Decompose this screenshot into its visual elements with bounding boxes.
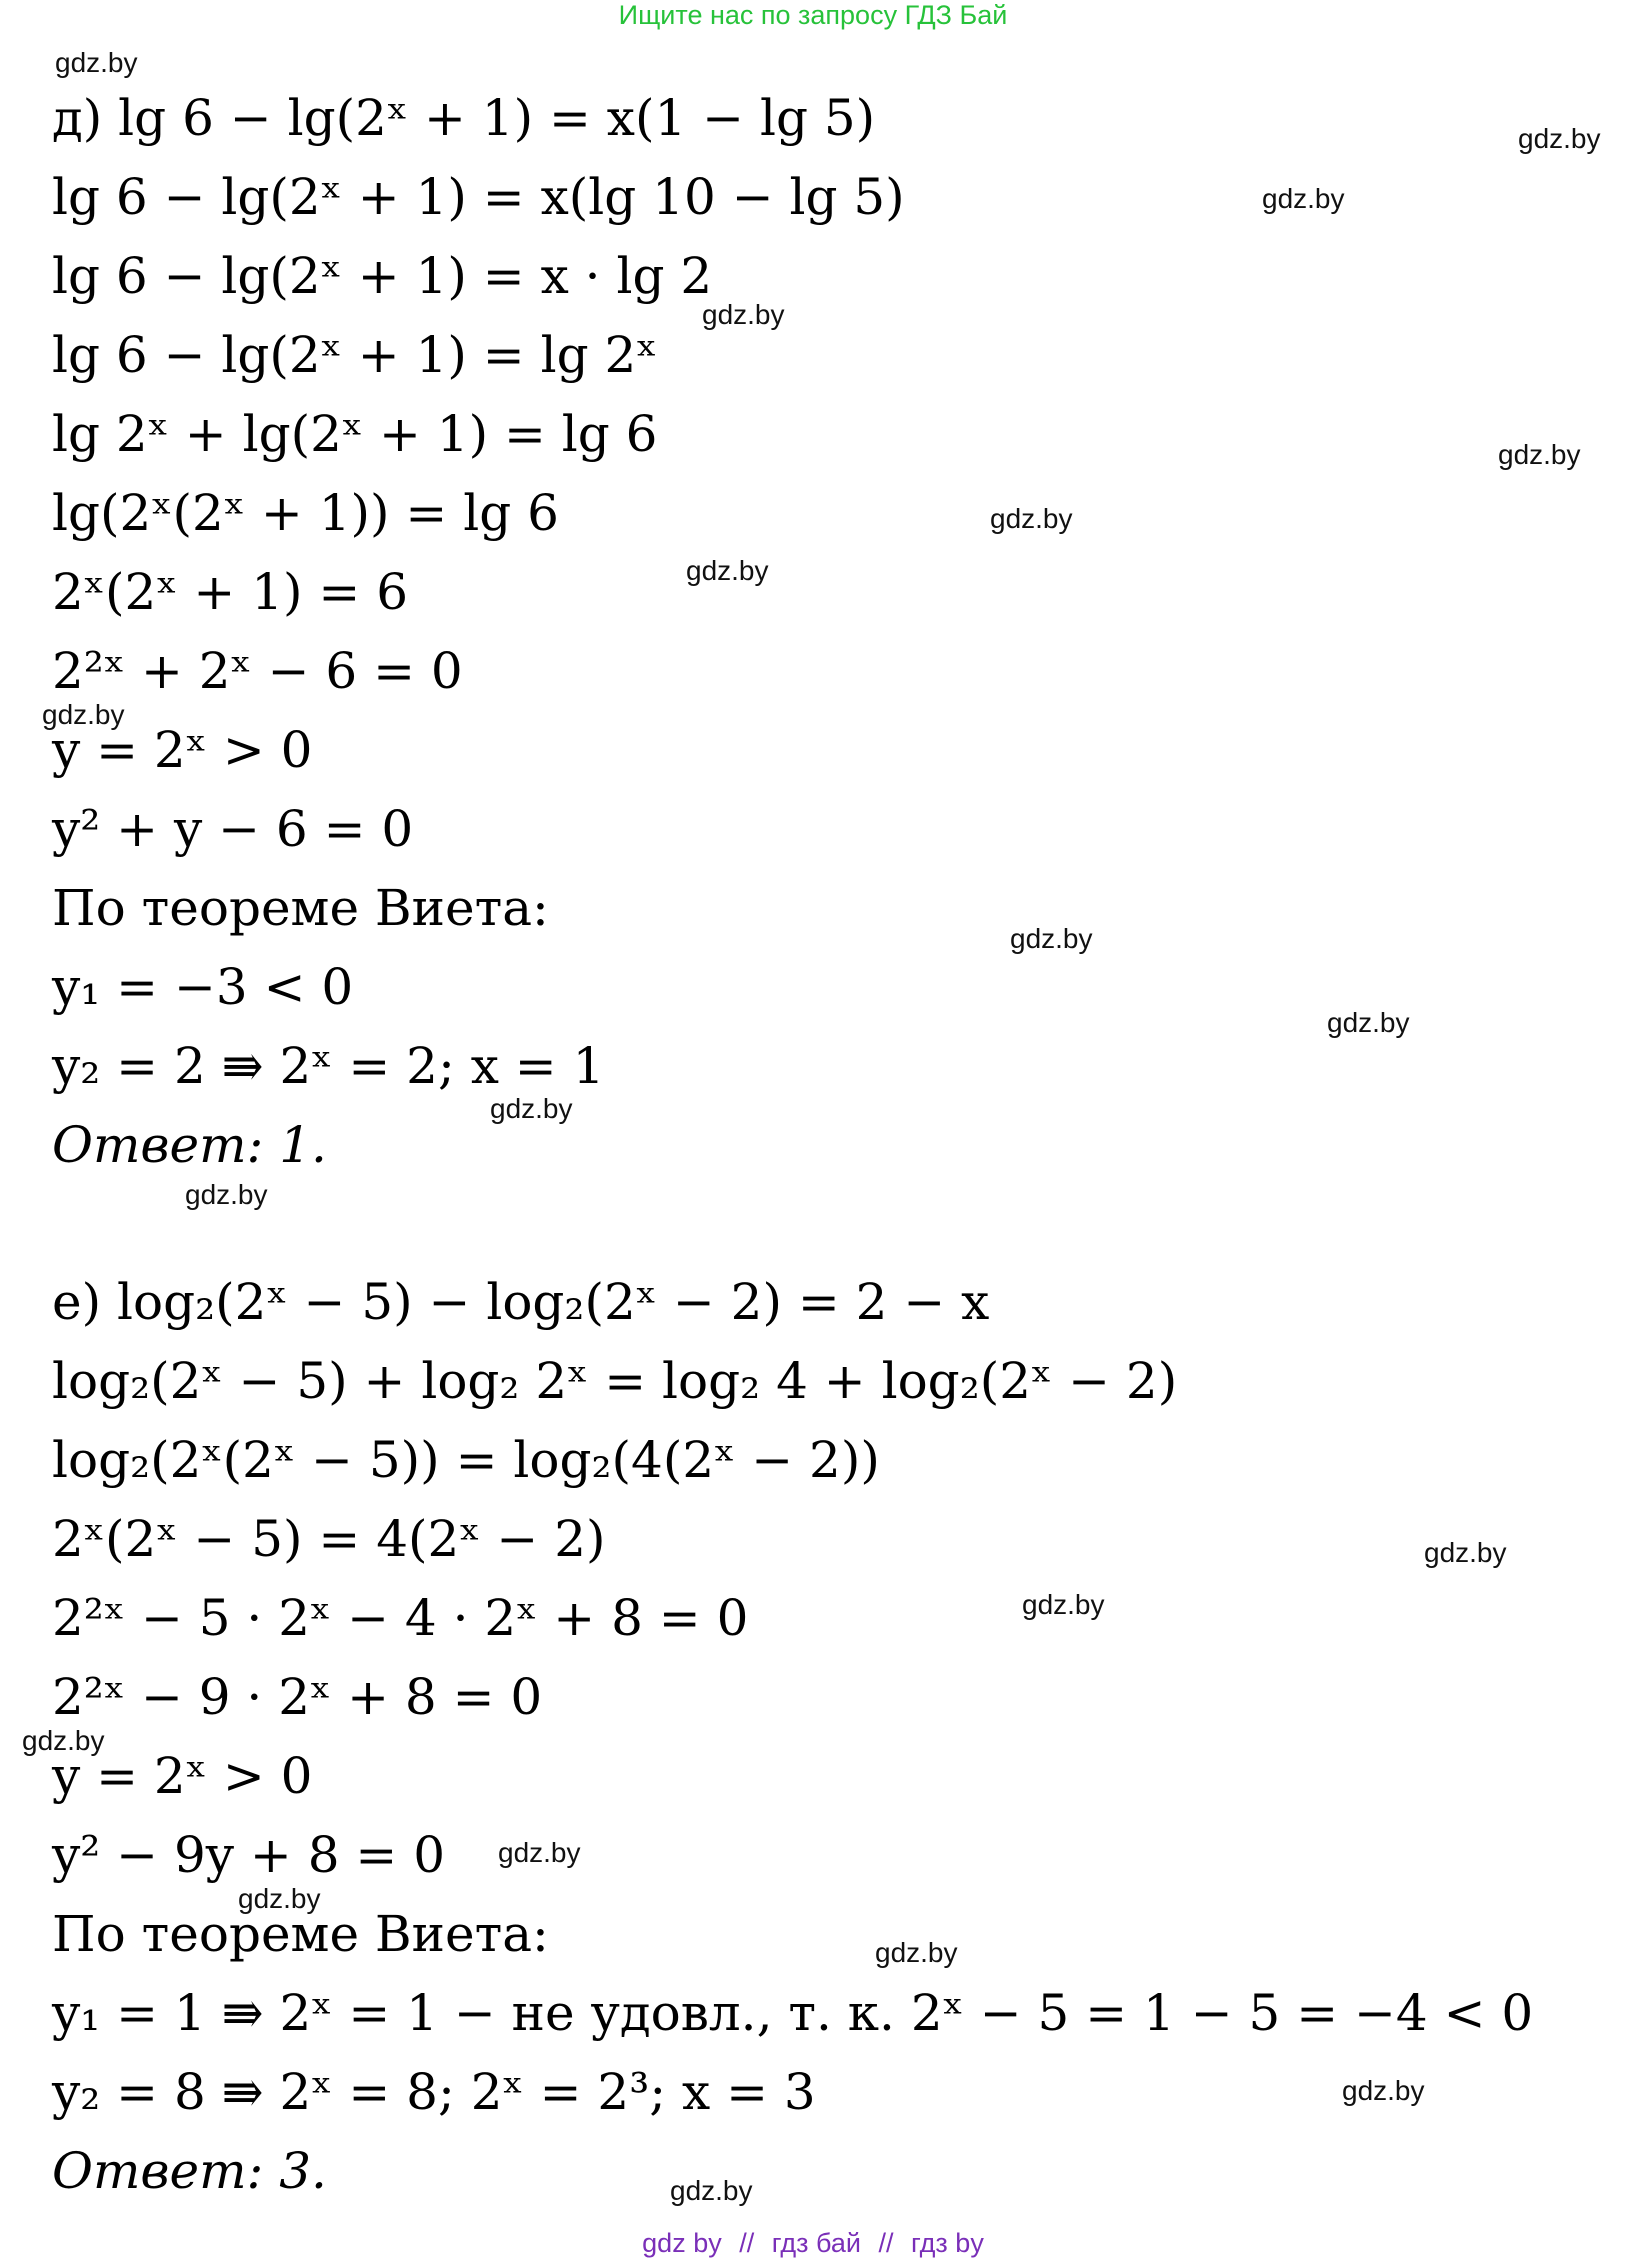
part-e-line-10: y₁ = 1 ⇛ 2ˣ = 1 − не удовл., т. к. 2ˣ − 5 = 1 − 5 = −4 < 0 [52,1984,1534,2042]
watermark: gdz.by [1498,439,1581,470]
part-d-line-7: 2ˣ(2ˣ + 1) = 6 [52,563,409,621]
header-banner[interactable]: Ищите нас по запросу ГДЗ Бай [618,0,1008,30]
watermark: gdz.by [1262,183,1345,214]
part-e-line-3: log₂(2ˣ(2ˣ − 5)) = log₂(4(2ˣ − 2)) [52,1431,880,1489]
part-d-line-9: y = 2ˣ > 0 [52,721,313,779]
footer-link-gdz-by-cyr[interactable]: гдз by [911,2228,984,2258]
watermark: gdz.by [22,1725,105,1756]
part-e-line-2: log₂(2ˣ − 5) + log₂ 2ˣ = log₂ 4 + log₂(2ˣ − 2) [52,1352,1178,1410]
footer-separator: // [878,2228,894,2258]
footer-links [0,2228,1626,2258]
footer-separator: // [739,2228,755,2258]
watermark: gdz.by [1342,2075,1425,2106]
part-d-line-8: 2²ˣ + 2ˣ − 6 = 0 [52,642,463,700]
watermark: gdz.by [875,1937,958,1968]
part-d-line-2: lg 6 − lg(2ˣ + 1) = x(lg 10 − lg 5) [52,168,905,226]
watermark: gdz.by [990,503,1073,534]
part-d-line-5: lg 2ˣ + lg(2ˣ + 1) = lg 6 [52,405,658,463]
watermark: gdz.by [238,1883,321,1914]
part-d-line-6: lg(2ˣ(2ˣ + 1)) = lg 6 [52,484,559,542]
watermark: gdz.by [55,47,138,78]
part-d-line-4: lg 6 − lg(2ˣ + 1) = lg 2ˣ [52,326,658,384]
watermark: gdz.by [1327,1007,1410,1038]
watermark: gdz.by [702,299,785,330]
part-d-line-12: y₁ = −3 < 0 [52,958,354,1016]
part-d-line-13: y₂ = 2 ⇛ 2ˣ = 2; x = 1 [52,1037,605,1095]
part-d-line-10: y² + y − 6 = 0 [52,800,414,858]
part-e-line-8: y² − 9y + 8 = 0 [52,1826,446,1884]
watermark: gdz.by [498,1837,581,1868]
part-e-line-1: е) log₂(2ˣ − 5) − log₂(2ˣ − 2) = 2 − x [52,1273,990,1331]
part-e-answer: Ответ: 3. [52,2142,327,2200]
part-e-line-11: y₂ = 8 ⇛ 2ˣ = 8; 2ˣ = 2³; x = 3 [52,2063,816,2121]
footer-link-gdz-by[interactable]: gdz by [642,2228,722,2258]
part-e-line-7: y = 2ˣ > 0 [52,1747,313,1805]
watermark: gdz.by [1022,1589,1105,1620]
watermark: gdz.by [42,699,125,730]
part-e-line-5: 2²ˣ − 5 · 2ˣ − 4 · 2ˣ + 8 = 0 [52,1589,749,1647]
watermark: gdz.by [686,555,769,586]
part-d-line-1: д) lg 6 − lg(2ˣ + 1) = x(1 − lg 5) [52,89,876,147]
part-e-line-6: 2²ˣ − 9 · 2ˣ + 8 = 0 [52,1668,543,1726]
footer-link-gdz-bai[interactable]: гдз бай [771,2228,861,2258]
watermark: gdz.by [490,1093,573,1124]
part-e-line-4: 2ˣ(2ˣ − 5) = 4(2ˣ − 2) [52,1510,606,1568]
part-d-answer: Ответ: 1. [52,1116,327,1174]
watermark: gdz.by [1010,923,1093,954]
watermark: gdz.by [1518,123,1601,154]
watermark: gdz.by [1424,1537,1507,1568]
part-e-line-9: По теореме Виета: [52,1905,549,1963]
part-d-line-11: По теореме Виета: [52,879,549,937]
part-d-line-3: lg 6 − lg(2ˣ + 1) = x · lg 2 [52,247,713,305]
watermark: gdz.by [185,1179,268,1210]
watermark: gdz.by [670,2175,753,2206]
